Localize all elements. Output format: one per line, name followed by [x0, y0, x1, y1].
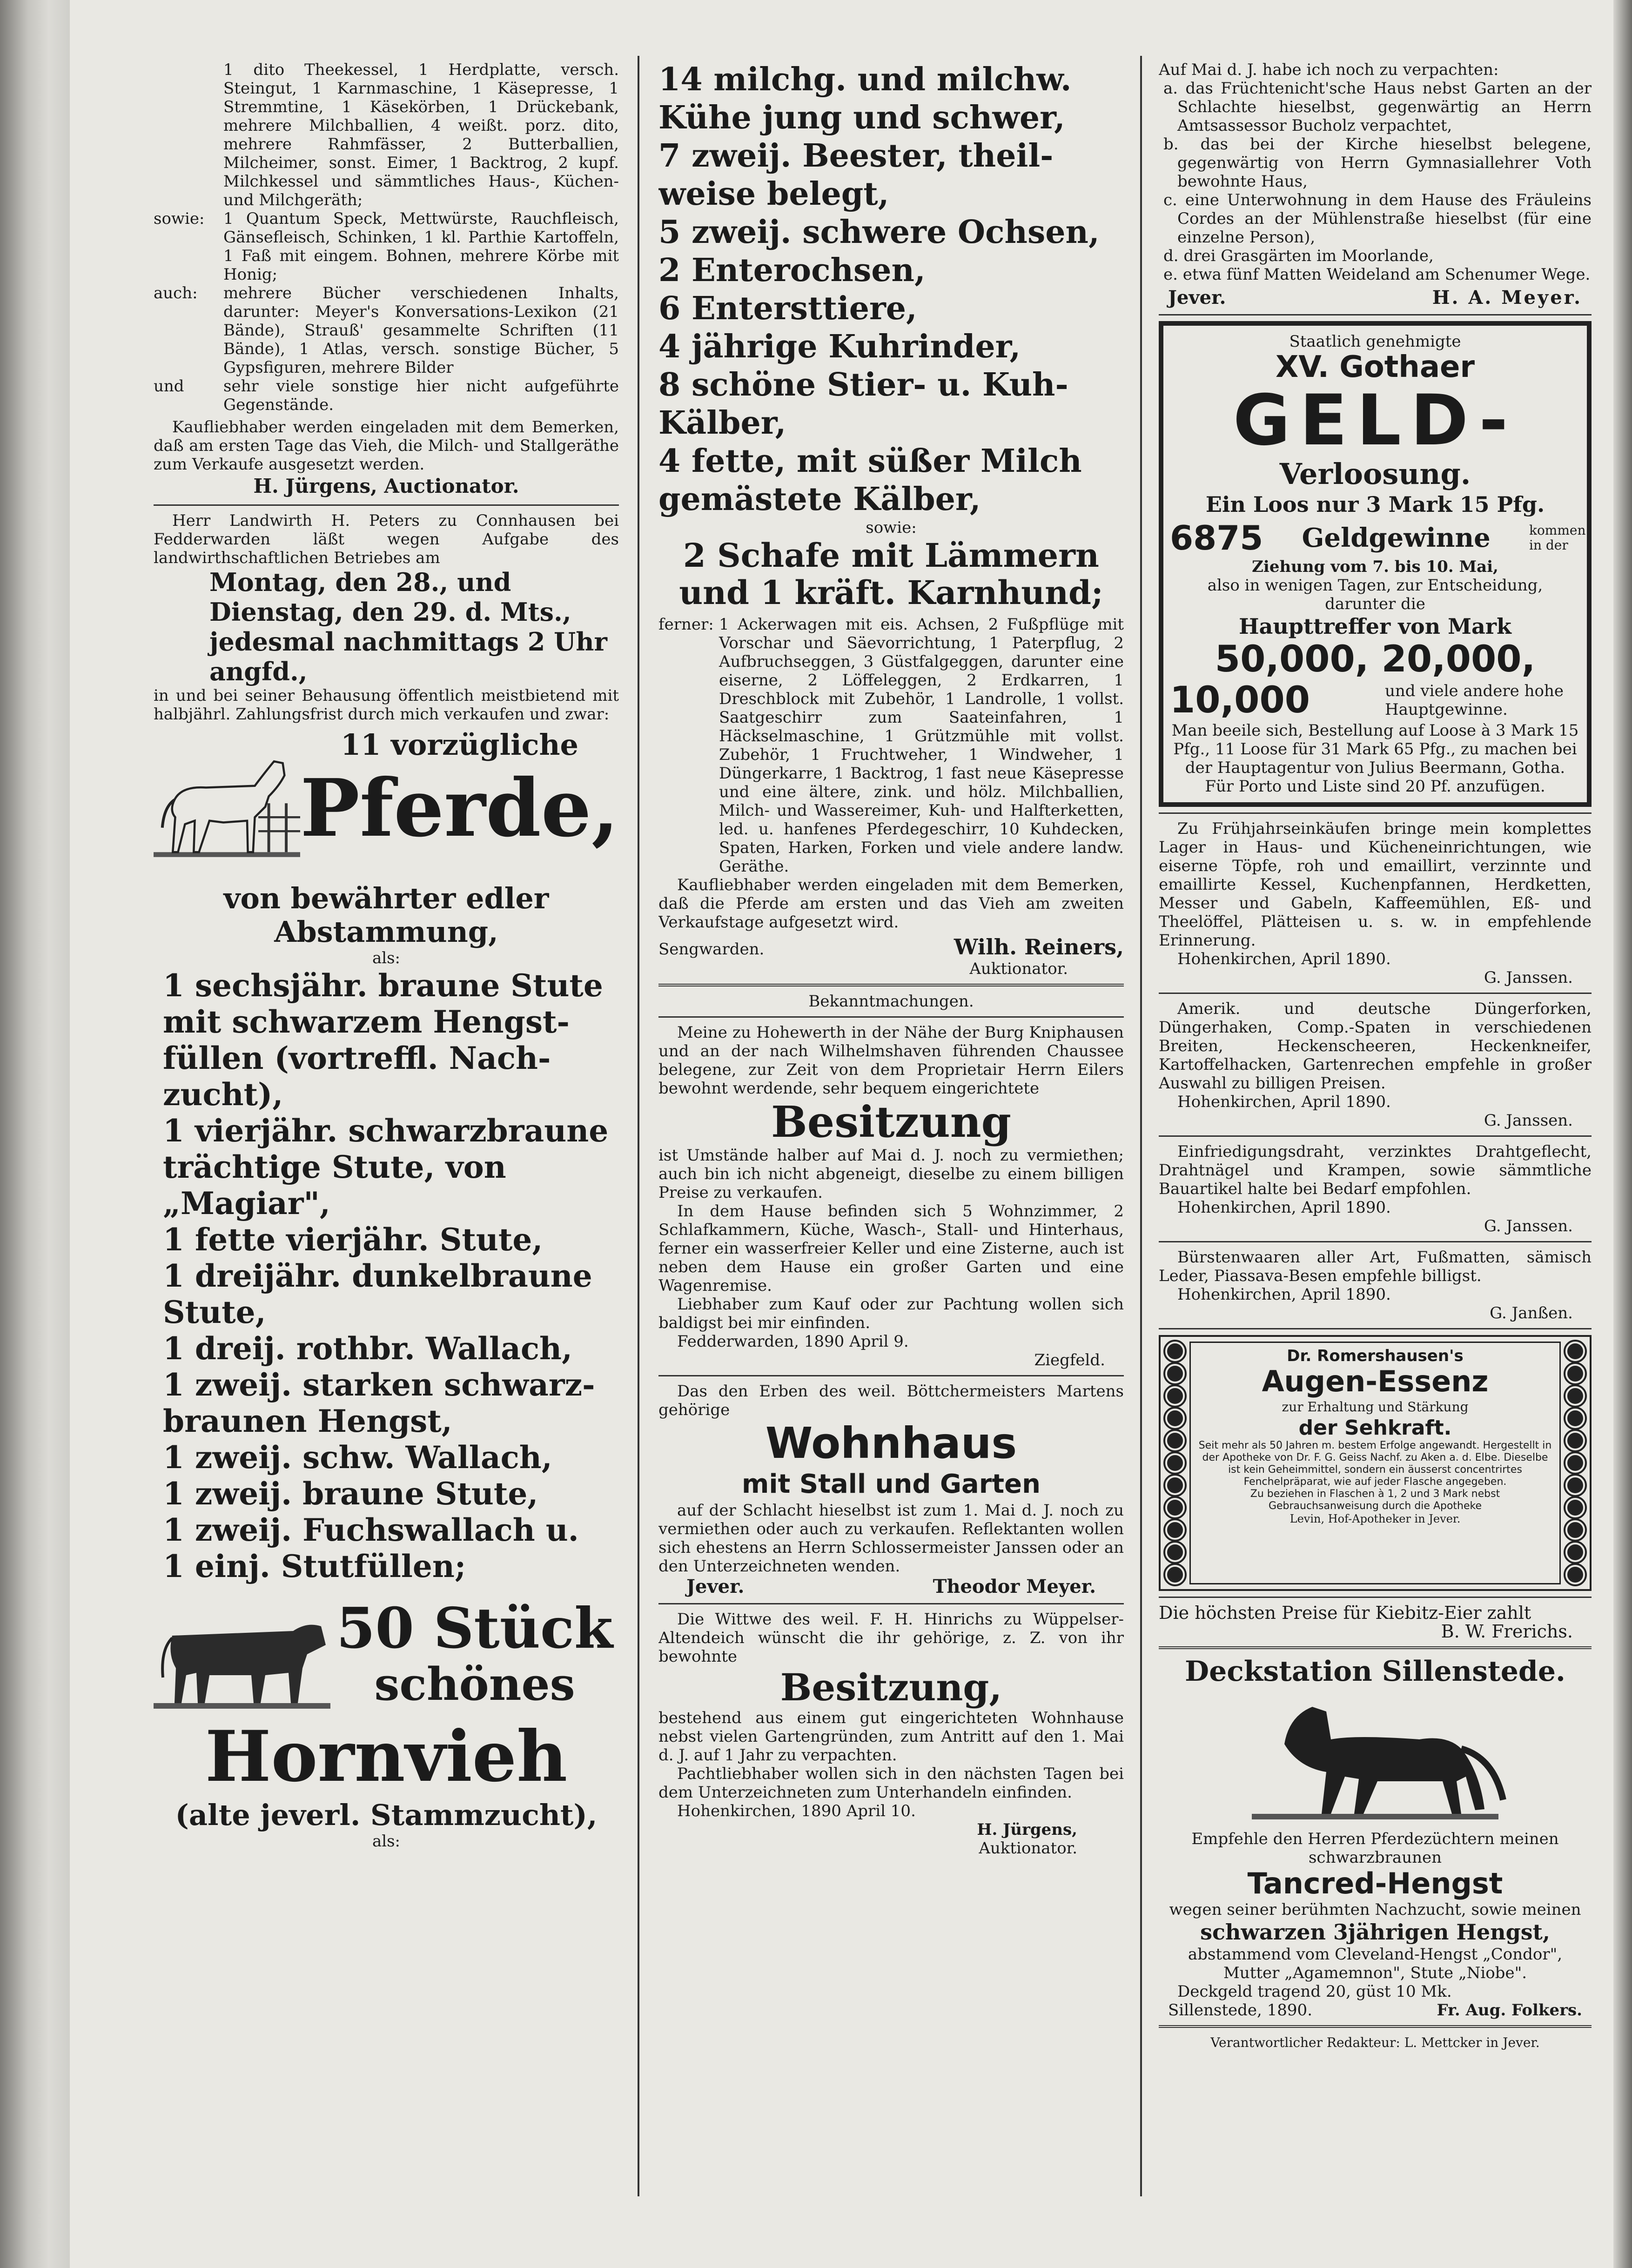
- subtitle-abstammung: Abstammung,: [274, 915, 498, 949]
- besitzung-text-3: Liebhaber zum Kauf oder zur Pachtung wollen sich baldigst bei mir einfinden.: [658, 1295, 1124, 1332]
- horse-entry: Stute,: [163, 1294, 266, 1330]
- horse-entry: 1 zweij. starken schwarz-: [163, 1367, 595, 1403]
- ornament-left: [1165, 1342, 1185, 1584]
- label-sowie: sowie:: [154, 209, 205, 228]
- lottery-title: XV. Gothaer: [1275, 350, 1475, 384]
- bek-text: Meine zu Hohewerth in der Nähe der Burg Kniphausen und an der nach Wilhelmshaven führenden Chaussee belegene, zur Zeit von dem Proprietair Herrn Eilers bewohnt werdende, sehr bequem eingerichtete: [658, 1023, 1124, 1098]
- deckstation-text-3: abstammend vom Cleveland-Hengst „Condor", Mutter „Agamemnon", Stute „Niobe".: [1188, 1945, 1563, 1982]
- ornament-dot: [1565, 1543, 1585, 1562]
- kiebitz-signature: B. W. Frerichs.: [1441, 1621, 1573, 1642]
- mai-item: d. drei Grasgärten im Moorlande,: [1163, 247, 1434, 265]
- label-und: und: [154, 377, 184, 396]
- ferner-text: 1 Ackerwagen mit eis. Achsen, 2 Fußpflüge mit Vorschar und Säevorrichtung, 1 Paterpflug, 2 Aufbruchseggen, 3 Güstfalgeggen, darunter eine eiserne, 2 Löffeleggen, 2 Erdkarren, 1 Dreschblock mit Zubehör, 1 Landrolle, 1 vollst. Saatgeschirr zum Saateinfahren, 1 Häckselmaschine, 1 Grützmühle mit vollst. Zubehör, 1 Fruchtweher, 1 Windweher, 1 Düngerkarre, 1 Backtrog, 1 fast neue Käsepresse und eine ältere, zink. und hölz. Milchballien, Milch- und Wassereimer, Kuh- und Halfterketten, led. u. hanfenes Pferdegeschirr, 10 Kuhdecken, Spaten, Harken, Forken und viele andere landw. Geräthe.: [719, 615, 1124, 876]
- headline-pferde: Pferde,: [300, 762, 619, 855]
- ornament-dot: [1165, 1453, 1185, 1473]
- note-text: Kaufliebhaber werden eingeladen mit dem Bemerken, daß am ersten Tage das Vieh, die Milch- und Stallgeräthe zum Verkaufe ausgesetzt werden.: [154, 418, 619, 474]
- divider: [1159, 1328, 1592, 1329]
- signature: H. Jürgens, Auctionator.: [253, 475, 519, 497]
- janssen-sig-2: G. Janssen.: [1484, 1111, 1573, 1130]
- ornament-dot: [1565, 1476, 1585, 1495]
- lottery-text-2: Man beeile sich, Bestellung auf Loose à 3 Mark 15 Pfg., 11 Loose für 31 Mark 65 Pfg., zu machen bei der Hauptagentur von Julius Beermann, Gotha.: [1171, 721, 1579, 777]
- romershausen-title: Dr. Romershausen's: [1287, 1347, 1464, 1365]
- ornament-dot: [1165, 1364, 1185, 1383]
- cattle-entry: gemästete Kälber,: [658, 481, 981, 518]
- cow-illustration: [154, 1594, 330, 1715]
- auch-text: mehrere Bücher verschiedenen Inhalts, darunter: Meyer's Konversations-Lexikon (21 Bände), Strauß' gesammelte Schriften (11 Bände), 1 Atlas, versch. sonstige Bücher, 5 Gypsfiguren, mehrere Bilder: [223, 284, 619, 377]
- subtitle-stall: mit Stall und Garten: [742, 1469, 1041, 1499]
- mai-header: Auf Mai d. J. habe ich noch zu verpachten:: [1159, 60, 1499, 79]
- stallion-illustration: [1159, 1688, 1592, 1828]
- janssen-date-3: Hohenkirchen, April 1890.: [1177, 1198, 1391, 1217]
- place-jever: Jever.: [686, 1576, 745, 1597]
- lottery-10000: 10,000: [1170, 679, 1310, 721]
- horse-entry: 1 zweij. schw. Wallach,: [163, 1439, 552, 1476]
- signature-ha-meyer: H. A. Meyer.: [1432, 287, 1582, 309]
- deckstation-title: Deckstation Sillenstede.: [1185, 1655, 1565, 1688]
- lottery-haupt: Haupttreffer von Mark: [1239, 614, 1511, 639]
- deck-date: Sillenstede, 1890.: [1168, 2001, 1313, 2020]
- lottery-geldgewinne: Geldgewinne: [1302, 523, 1491, 553]
- lottery-geld: GELD-: [1233, 380, 1518, 461]
- romershausen-levin: Levin, Hof-Apotheker in Jever.: [1289, 1512, 1461, 1525]
- ornament-dot: [1565, 1386, 1585, 1406]
- mai-item: a. das Früchtenicht'sche Haus nebst Garten an der Schlachte hieselbst, gegenwärtig an Herrn Amtsassessor Bucholz verpachtet,: [1163, 79, 1592, 135]
- janssen-date-2: Hohenkirchen, April 1890.: [1177, 1093, 1391, 1111]
- deckgeld: Deckgeld tragend 20, güst 10 Mk.: [1177, 1982, 1452, 2001]
- section-bekanntmachungen: Bekanntmachungen.: [808, 992, 974, 1011]
- signature-meyer: Theodor Meyer.: [933, 1576, 1096, 1597]
- cattle-entry: Kühe jung und schwer,: [658, 99, 1065, 136]
- janssen-sig-1: G. Janssen.: [1484, 968, 1573, 987]
- romershausen-zur: zur Erhaltung und Stärkung: [1282, 1399, 1469, 1415]
- terms-text: in und bei seiner Behausung öffentlich meistbietend mit halbjährl. Zahlungsfrist durch mich verkaufen und zwar:: [154, 686, 619, 724]
- headline-wohnhaus: Wohnhaus: [765, 1418, 1017, 1468]
- horse-entry: 1 dreijähr. dunkelbraune: [163, 1258, 592, 1294]
- besitzung-text-1: ist Umstände halber auf Mai d. J. noch zu vermiethen; auch bin ich nicht abgeneigt, dieselbe zu einem billigen Preise zu verkaufen.: [658, 1146, 1124, 1202]
- besitzung2-text: bestehend aus einem gut eingerichteten Wohnhause nebst vielen Gartengründen, zum Antritt auf den 1. Mai d. J. auf 1 Jahr zu verpachten.: [658, 1709, 1124, 1765]
- kiebitz-text: Die höchsten Preise für Kiebitz-Eier zahlt: [1159, 1603, 1531, 1623]
- lottery-text-1: also in wenigen Tagen, zur Entscheidung, darunter die: [1207, 576, 1543, 613]
- deck-signature: Fr. Aug. Folkers.: [1437, 2001, 1582, 2020]
- lottery-pre: Staatlich genehmigte: [1289, 332, 1461, 351]
- signature-reiners: Wilh. Reiners,: [954, 934, 1124, 960]
- ornament-dot: [1165, 1342, 1185, 1361]
- ornament-dot: [1565, 1409, 1585, 1428]
- subtitle-von: von bewährter edler: [223, 881, 549, 915]
- divider: [1159, 1241, 1592, 1242]
- besitzung2-title: Auktionator.: [979, 1839, 1077, 1858]
- cattle-entry: 6 Entersttiere,: [658, 290, 917, 327]
- cattle-entry: 7 zweij. Beester, theil-: [658, 137, 1054, 174]
- cattle-entry: 2 Enterochsen,: [658, 252, 926, 289]
- column-1: [154, 60, 619, 2196]
- horse-entry: 1 zweij. braune Stute,: [163, 1476, 538, 1512]
- tancred-hengst: Tancred-Hengst: [1247, 1866, 1503, 1900]
- place-jever-2: Jever.: [1168, 287, 1226, 309]
- janssen-ad-1: Zu Frühjahrseinkäufen bringe mein komplettes Lager in Haus- und Kücheneinrichtungen, wie eiserne Töpfe, roh und emaillirt, verzinnte und emaillirte Kessel, Kuchenpfannen, Herdketten, Messer und Gabeln, Kaffeemühlen, Eß- und Theelöffel, Plätteisen u. s. w. in empfehlende Erinnerung.: [1159, 819, 1592, 950]
- cattle-entry: weise belegt,: [658, 175, 889, 213]
- horse-entry: 1 dreij. rothbr. Wallach,: [163, 1330, 573, 1367]
- janssen-ad-3: Einfriedigungsdraht, verzinktes Drahtgeflecht, Drahtnägel und Krampen, sowie sämmtliche Bauartikel halte bei Bedarf empfohlen.: [1159, 1142, 1592, 1198]
- ornament-dot: [1565, 1498, 1585, 1517]
- headline-besitzung-2: Besitzung,: [780, 1665, 1002, 1709]
- besitzung2-text-2: Pachtliebhaber wollen sich in den nächsten Tagen bei dem Unterzeichneten zum Unterhandeln einfinden.: [658, 1765, 1124, 1802]
- inventory-text: 1 dito Theekessel, 1 Herdplatte, versch. Steingut, 1 Karnmaschine, 1 Käsepresse, 1 Stremmtine, 1 Käsekörben, 1 Drückebank, mehrere Milchballien, 4 weißt. porz. dito, mehrere Rahmfässer, 2 Butterballien, Milcheimer, sonst. Eimer, 1 Backtrog, 2 kupf. Milchkessel und sämmtliches Haus-, Küchen- und Milchgeräth;: [223, 60, 619, 209]
- janssen-sig-3: G. Janssen.: [1484, 1217, 1573, 1235]
- redakteur: Verantwortlicher Redakteur: L. Mettcker in Jever.: [1210, 2035, 1540, 2050]
- mai-item: e. etwa fünf Matten Weideland am Schenumer Wege.: [1163, 265, 1591, 284]
- deckstation-text: Empfehle den Herren Pferdezüchtern meinen schwarzbraunen: [1191, 1830, 1559, 1867]
- sowie-text: 1 Quantum Speck, Mettwürste, Rauchfleisch, Gänsefleisch, Schinken, 1 kl. Parthie Kartoffeln, 1 Faß mit eingem. Bohnen, mehrere Körbe mit Honig;: [223, 209, 619, 284]
- mai-item: b. das bei der Kirche hieselbst belegene, gegenwärtig von Herrn Gymnasiallehrer Voth bewohnte Haus,: [1163, 135, 1592, 191]
- lottery-kommen: kommen in der: [1529, 523, 1586, 553]
- book-spine: [0, 0, 70, 2268]
- divider: [1159, 812, 1592, 814]
- horse-entry: „Magiar",: [163, 1185, 330, 1221]
- cattle-list: [658, 60, 1124, 518]
- besitzung2-date: Hohenkirchen, 1890 April 10.: [677, 1802, 916, 1820]
- divider: [658, 1016, 1124, 1018]
- ornament-dot: [1165, 1386, 1185, 1406]
- augen-essenz-ad: [1159, 1335, 1592, 1591]
- horse-entry: 1 sechsjähr. braune Stute: [163, 967, 603, 1004]
- cattle-entry: Kälber,: [658, 404, 786, 442]
- horse-entry: 1 fette vierjähr. Stute,: [163, 1221, 543, 1258]
- divider: [154, 504, 619, 506]
- ornament-dot: [1165, 1520, 1185, 1540]
- ornament-dot: [1165, 1565, 1185, 1584]
- ornament-dot: [1165, 1543, 1185, 1562]
- divider: [1159, 1646, 1592, 1649]
- intro-text: Herr Landwirth H. Peters zu Connhausen bei Fedderwarden läßt wegen Aufgabe des landwirthschaftlichen Betriebes am: [154, 511, 619, 567]
- divider: [658, 1375, 1124, 1376]
- place-sengwarden: Sengwarden.: [658, 940, 765, 959]
- besitzung-signature: Ziegfeld.: [1034, 1351, 1105, 1369]
- romershausen-text-2: Zu beziehen in Flaschen à 1, 2 und 3 Mark nebst Gebrauchsanweisung durch die Apotheke: [1250, 1488, 1500, 1512]
- cattle-entry: 5 zweij. schwere Ochsen,: [658, 214, 1100, 251]
- divider: [1159, 1135, 1592, 1137]
- ornament-dot: [1165, 1431, 1185, 1450]
- lottery-amounts: 50,000, 20,000,: [1215, 638, 1536, 680]
- janssen-ad-2: Amerik. und deutsche Düngerforken, Düngerhaken, Comp.-Spaten in verschiedenen Breiten, Heckenscheeren, Heckenkneifer, Kartoffelhacken, Gartenrechen empfehle in großer Auswahl zu billigen Preisen.: [1159, 1000, 1592, 1093]
- ornament-dot: [1565, 1520, 1585, 1540]
- signature-title: Auktionator.: [969, 960, 1068, 978]
- janssen-date-4: Hohenkirchen, April 1890.: [1177, 1285, 1391, 1304]
- column-3: [1159, 60, 1592, 2196]
- lottery-6875: 6875: [1170, 518, 1263, 557]
- label-als: als:: [372, 949, 401, 967]
- headline-hornvieh: Hornvieh: [205, 1716, 568, 1798]
- janssen-date-1: Hohenkirchen, April 1890.: [1177, 950, 1391, 968]
- cattle-entry: 14 milchg. und milchw.: [658, 61, 1072, 98]
- label-als-2: als:: [372, 1832, 401, 1851]
- label-ferner: ferner:: [658, 615, 714, 634]
- ornament-dot: [1165, 1498, 1185, 1517]
- ornament-dot: [1165, 1476, 1185, 1495]
- divider: [1159, 1597, 1592, 1598]
- deckstation-text-2: wegen seiner berühmten Nachzucht, sowie meinen: [1169, 1900, 1581, 1919]
- ornament-dot: [1565, 1565, 1585, 1584]
- witwe-text: Die Wittwe des weil. F. H. Hinrichs zu Wüppelser-Altendeich wünscht die ihr gehörige, z. Z. von ihr bewohnte: [658, 1610, 1124, 1666]
- erben-text: Das den Erben des weil. Böttchermeisters Martens gehörige: [658, 1382, 1124, 1419]
- subtitle-alte: (alte jeverl. Stammzucht),: [175, 1798, 598, 1832]
- cattle-entry: 4 fette, mit süßer Milch: [658, 443, 1082, 480]
- lottery-loos: Ein Loos nur 3 Mark 15 Pfg.: [1205, 492, 1545, 517]
- ornament-dot: [1565, 1364, 1585, 1383]
- headline-50-stueck: 50 Stück: [336, 1596, 613, 1661]
- divider: [1159, 993, 1592, 994]
- horse-entry: 1 einj. Stutfüllen;: [163, 1548, 466, 1584]
- ornament-right: [1565, 1342, 1585, 1584]
- horse-entry: trächtige Stute, von: [163, 1149, 506, 1185]
- page-edge: [1613, 0, 1632, 2268]
- horse-entry: zucht),: [163, 1076, 283, 1113]
- ornament-dot: [1565, 1453, 1585, 1473]
- ornament-dot: [1165, 1409, 1185, 1428]
- label-sowie-2: sowie:: [866, 518, 917, 537]
- romershausen-text: Seit mehr als 50 Jahren m. bestem Erfolge angewandt. Hergestellt in der Apotheke von Dr. F. G. Geiss Nachf. zu Aken a. d. Elbe. Dieselbe ist kein Geheimmittel, sondern ein äusserst concentrirtes Fenchelpräparat, wie auf jeder Flasche angegeben.: [1198, 1440, 1552, 1488]
- horse-illustration: [154, 728, 300, 882]
- column-2: [658, 60, 1124, 2196]
- horse-list: [154, 967, 619, 1584]
- wohnhaus-text: auf der Schlacht hieselbst ist zum 1. Mai d. J. noch zu vermiethen oder auch zu verkaufen. Reflektanten wollen sich ehestens an Herrn Schlossermeister Janssen oder an den Unterzeichneten wenden.: [658, 1501, 1124, 1576]
- divider: [1159, 2025, 1592, 2028]
- headline-schoenes: schönes: [374, 1658, 575, 1711]
- note-text-2: Kaufliebhaber werden eingeladen mit dem Bemerken, daß die Pferde am ersten und das Vieh am zweiten Verkaufstage aufgesetzt wird.: [658, 876, 1124, 932]
- horse-entry: mit schwarzem Hengst-: [163, 1004, 570, 1040]
- divider: [658, 1603, 1124, 1604]
- augen-essenz: Augen-Essenz: [1262, 1364, 1489, 1398]
- lottery-verloosung: Verloosung.: [1279, 457, 1471, 491]
- lottery-andere: und viele andere hohe Hauptgewinne.: [1385, 682, 1564, 719]
- horse-entry: braunen Hengst,: [163, 1403, 452, 1439]
- romershausen-sehkraft: der Sehkraft.: [1298, 1416, 1452, 1440]
- cattle-entry: 4 jährige Kuhrinder,: [658, 328, 1021, 365]
- besitzung2-signature: H. Jürgens,: [977, 1820, 1077, 1839]
- lottery-text-3: Für Porto und Liste sind 20 Pf. anzufügen.: [1205, 777, 1545, 796]
- cattle-entry: 8 schöne Stier- u. Kuh-: [658, 366, 1068, 403]
- horse-entry: füllen (vortreffl. Nach-: [163, 1040, 551, 1076]
- divider: [1159, 314, 1592, 315]
- headline-besitzung: Besitzung: [771, 1097, 1011, 1147]
- horse-entry: 1 vierjähr. schwarzbraune: [163, 1113, 609, 1149]
- auction-date: Montag, den 28., und Dienstag, den 29. d. Mts., jedesmal nachmittags 2 Uhr angfd.,: [209, 567, 607, 686]
- column-rule: [1140, 56, 1142, 2196]
- schwarzer-hengst: schwarzen 3jährigen Hengst,: [1200, 1919, 1550, 1945]
- ornament-dot: [1565, 1342, 1585, 1361]
- lottery-ziehung: Ziehung vom 7. bis 10. Mai,: [1252, 557, 1498, 576]
- headline-schafe: 2 Schafe mit Lämmern und 1 kräft. Karnhund;: [679, 536, 1103, 612]
- janssen-ad-4: Bürstenwaaren aller Art, Fußmatten, sämisch Leder, Piassava-Besen empfehle billigst.: [1159, 1248, 1592, 1285]
- horse-entry: 1 zweij. Fuchswallach u.: [163, 1512, 579, 1548]
- ornament-dot: [1565, 1431, 1585, 1450]
- und-text: sehr viele sonstige hier nicht aufgeführte Gegenstände.: [223, 377, 619, 414]
- label-auch: auch:: [154, 284, 198, 302]
- mai-item: c. eine Unterwohnung in dem Hause des Fräuleins Cordes an der Mühlenstraße hieselbst (für eine einzelne Person),: [1163, 191, 1592, 247]
- janssen-sig-4: G. Janßen.: [1490, 1304, 1573, 1322]
- mai-list: [1159, 79, 1592, 284]
- headline-11-horses: 11 vorzügliche: [341, 728, 579, 762]
- besitzung-date: Fedderwarden, 1890 April 9.: [677, 1332, 909, 1351]
- lottery-ad: [1159, 321, 1592, 807]
- besitzung-text-2: In dem Hause befinden sich 5 Wohnzimmer, 2 Schlafkammern, Küche, Wasch-, Stall- und Hinterhaus, ferner ein wasserfreier Keller und eine Zisterne, auch ist neben dem Hause ein großer Garten und eine Wagenremise.: [658, 1202, 1124, 1295]
- column-rule: [638, 56, 639, 2196]
- divider: [658, 984, 1124, 986]
